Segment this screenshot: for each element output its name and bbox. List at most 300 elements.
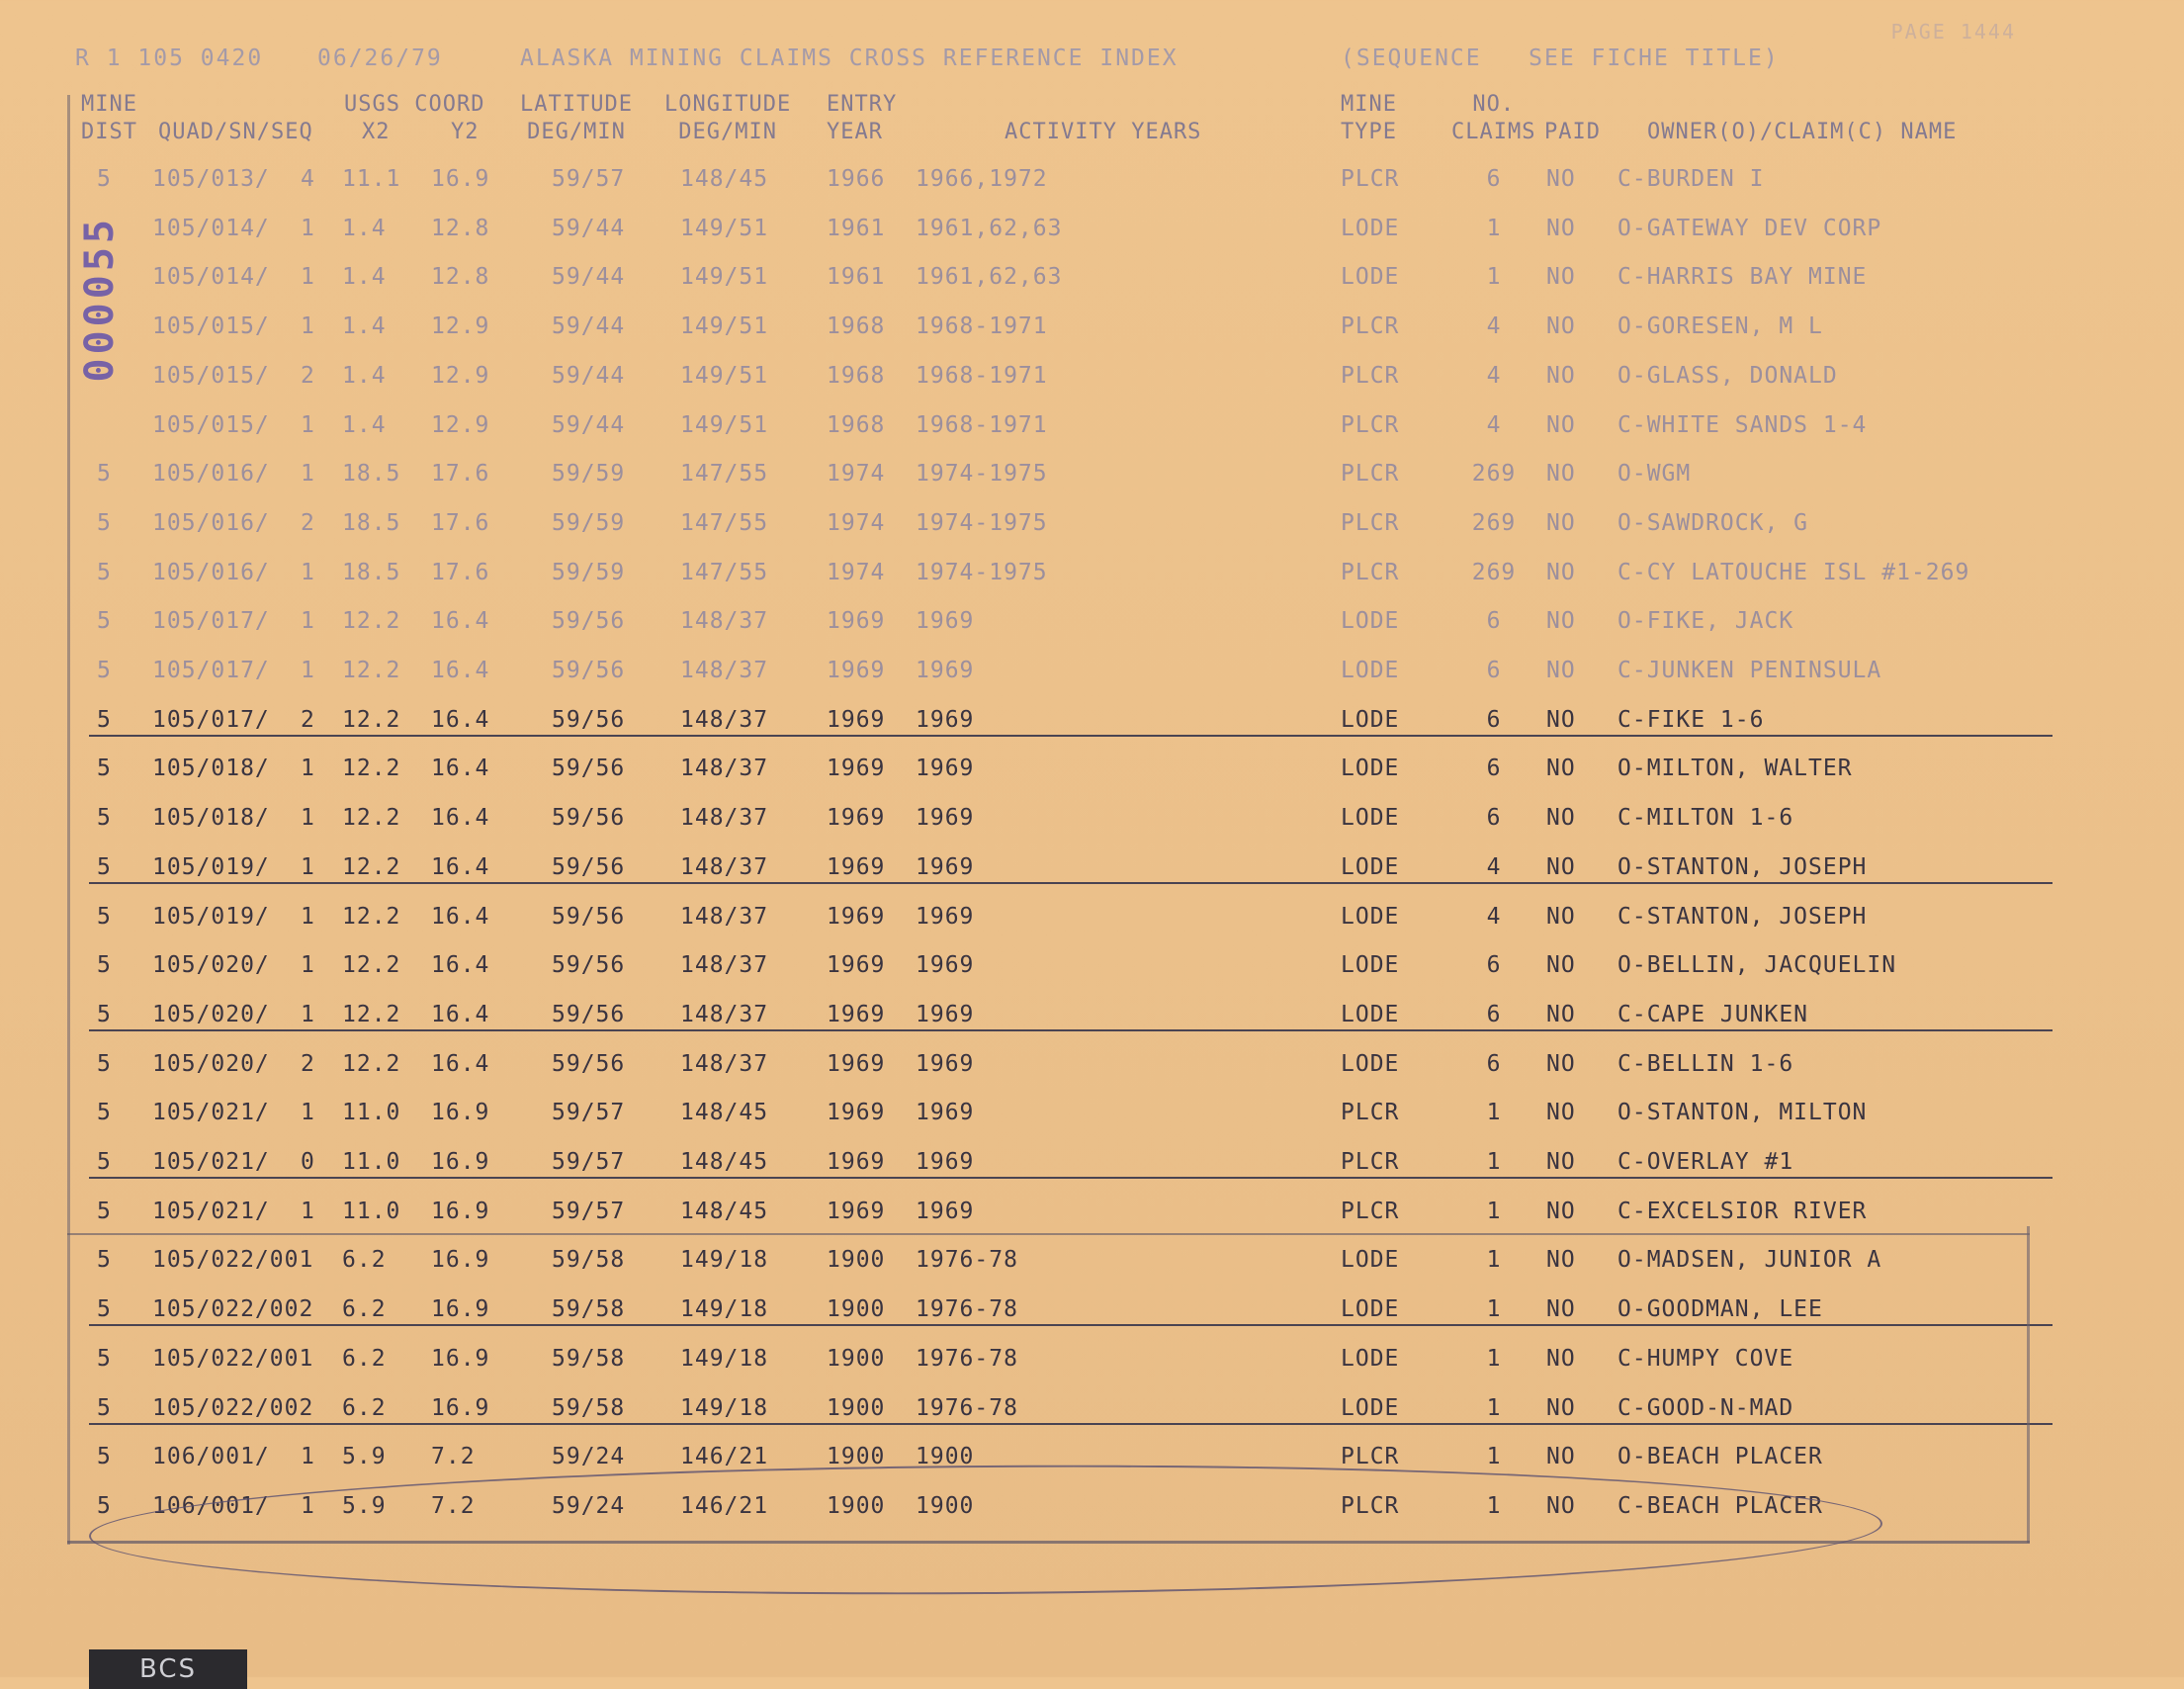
row-y2: 16.4 — [431, 805, 490, 831]
row-dist: 5 — [97, 560, 112, 585]
row-no-claims: 1 — [1486, 1100, 1502, 1125]
row-no-claims: 4 — [1486, 313, 1502, 339]
table-row — [75, 648, 2053, 697]
row-paid: NO — [1546, 1199, 1576, 1224]
frame-right-line — [2027, 1226, 2030, 1543]
row-owner-claim-name: C-HUMPY COVE — [1617, 1346, 1794, 1372]
row-owner-claim-name: C-BELLIN 1-6 — [1617, 1051, 1794, 1077]
row-entry-year: 1969 — [827, 1149, 886, 1175]
row-mine-type: LODE — [1341, 1247, 1400, 1273]
row-owner-claim-name: C-WHITE SANDS 1-4 — [1617, 412, 1868, 438]
row-x2: 18.5 — [342, 510, 401, 536]
row-y2: 16.9 — [431, 166, 490, 192]
row-latitude: 59/56 — [552, 707, 626, 733]
row-entry-year: 1969 — [827, 608, 886, 634]
row-no-claims: 1 — [1486, 1444, 1502, 1469]
row-x2: 12.2 — [342, 658, 401, 683]
row-activity-years: 1969 — [916, 952, 975, 978]
row-owner-claim-name: O-STANTON, MILTON — [1617, 1100, 1868, 1125]
row-seq: 1 — [301, 1444, 315, 1469]
row-longitude: 149/51 — [680, 216, 769, 241]
row-y2: 16.9 — [431, 1296, 490, 1322]
table-row — [75, 894, 2053, 943]
row-owner-claim-name: O-WGM — [1617, 461, 1692, 487]
row-owner-claim-name: O-MILTON, WALTER — [1617, 756, 1853, 781]
row-activity-years: 1969 — [916, 1199, 975, 1224]
row-entry-year: 1900 — [827, 1247, 886, 1273]
row-longitude: 149/51 — [680, 363, 769, 389]
row-dist: 5 — [97, 1395, 112, 1421]
row-no-claims: 1 — [1486, 264, 1502, 290]
row-longitude: 148/45 — [680, 1149, 769, 1175]
row-quad: 105/020/ — [152, 1051, 270, 1077]
row-no-claims: 6 — [1486, 805, 1502, 831]
row-y2: 16.4 — [431, 756, 490, 781]
row-owner-claim-name: C-OVERLAY #1 — [1617, 1149, 1794, 1175]
row-entry-year: 1969 — [827, 707, 886, 733]
row-activity-years: 1969 — [916, 1051, 975, 1077]
row-no-claims: 4 — [1486, 904, 1502, 930]
row-quad: 105/021/ — [152, 1100, 270, 1125]
row-quad: 106/001/ — [152, 1444, 270, 1469]
row-y2: 17.6 — [431, 461, 490, 487]
row-activity-years: 1976-78 — [916, 1247, 1018, 1273]
row-dist: 5 — [97, 1149, 112, 1175]
row-seq: 1 — [301, 264, 315, 290]
table-row — [75, 992, 2053, 1041]
row-seq: 1 — [301, 1100, 315, 1125]
row-dist: 5 — [97, 1002, 112, 1027]
row-quad: 105/015/ — [152, 363, 270, 389]
col-mine-dist: MINE DIST — [81, 92, 137, 144]
row-mine-type: PLCR — [1341, 510, 1400, 536]
col-longitude: LONGITUDE DEG/MIN — [664, 92, 792, 144]
row-latitude: 59/57 — [552, 1199, 626, 1224]
table-row — [75, 1189, 2053, 1238]
row-seq: 1 — [301, 216, 315, 241]
row-longitude: 147/55 — [680, 461, 769, 487]
row-longitude: 148/37 — [680, 1002, 769, 1027]
row-quad: 105/015/ — [152, 313, 270, 339]
row-entry-year: 1969 — [827, 854, 886, 880]
row-quad: 105/016/ — [152, 560, 270, 585]
row-paid: NO — [1546, 952, 1576, 978]
row-dist: 5 — [97, 1493, 112, 1519]
table-row — [75, 156, 2053, 206]
row-latitude: 59/56 — [552, 952, 626, 978]
row-mine-type: PLCR — [1341, 1493, 1400, 1519]
row-owner-claim-name: O-GATEWAY DEV CORP — [1617, 216, 1882, 241]
row-owner-claim-name: C-STANTON, JOSEPH — [1617, 904, 1868, 930]
row-quad: 105/019/ — [152, 904, 270, 930]
row-entry-year: 1968 — [827, 313, 886, 339]
row-activity-years: 1966,1972 — [916, 166, 1048, 192]
row-dist: 5 — [97, 510, 112, 536]
row-activity-years: 1969 — [916, 854, 975, 880]
row-mine-type: PLCR — [1341, 1100, 1400, 1125]
row-y2: 16.4 — [431, 1051, 490, 1077]
row-x2: 1.4 — [342, 216, 387, 241]
row-paid: NO — [1546, 707, 1576, 733]
row-x2: 12.2 — [342, 756, 401, 781]
row-x2: 12.2 — [342, 1051, 401, 1077]
row-longitude: 148/37 — [680, 805, 769, 831]
row-longitude: 147/55 — [680, 560, 769, 585]
row-dist: 5 — [97, 461, 112, 487]
row-longitude: 146/21 — [680, 1444, 769, 1469]
row-latitude: 59/56 — [552, 1051, 626, 1077]
row-y2: 7.2 — [431, 1493, 476, 1519]
row-longitude: 149/18 — [680, 1395, 769, 1421]
frame-left-line — [67, 95, 70, 1545]
row-latitude: 59/59 — [552, 510, 626, 536]
row-paid: NO — [1546, 1444, 1576, 1469]
row-y2: 12.9 — [431, 313, 490, 339]
row-entry-year: 1961 — [827, 264, 886, 290]
row-owner-claim-name: C-JUNKEN PENINSULA — [1617, 658, 1882, 683]
row-x2: 12.2 — [342, 854, 401, 880]
row-paid: NO — [1546, 805, 1576, 831]
table-row — [75, 206, 2053, 255]
row-longitude: 148/37 — [680, 854, 769, 880]
row-latitude: 59/58 — [552, 1247, 626, 1273]
row-quad: 105/021/ — [152, 1199, 270, 1224]
row-seq: 1 — [301, 1002, 315, 1027]
row-paid: NO — [1546, 854, 1576, 880]
row-mine-type: LODE — [1341, 707, 1400, 733]
column-headers — [75, 91, 2053, 150]
row-paid: NO — [1546, 1051, 1576, 1077]
row-x2: 12.2 — [342, 608, 401, 634]
row-paid: NO — [1546, 904, 1576, 930]
row-x2: 5.9 — [342, 1444, 387, 1469]
row-y2: 16.4 — [431, 707, 490, 733]
row-x2: 11.0 — [342, 1149, 401, 1175]
row-activity-years: 1969 — [916, 756, 975, 781]
row-latitude: 59/56 — [552, 805, 626, 831]
row-activity-years: 1969 — [916, 707, 975, 733]
row-longitude: 148/37 — [680, 608, 769, 634]
table-row — [75, 942, 2053, 992]
col-y2: Y2 — [451, 120, 480, 144]
row-no-claims: 269 — [1471, 461, 1517, 487]
row-no-claims: 1 — [1486, 1247, 1502, 1273]
row-paid: NO — [1546, 166, 1576, 192]
row-paid: NO — [1546, 756, 1576, 781]
table-row — [75, 844, 2053, 894]
row-activity-years: 1968-1971 — [916, 313, 1048, 339]
row-no-claims: 269 — [1471, 560, 1517, 585]
row-mine-type: PLCR — [1341, 560, 1400, 585]
row-seq: 1 — [301, 412, 315, 438]
row-entry-year: 1974 — [827, 510, 886, 536]
row-x2: 6.2 — [342, 1247, 387, 1273]
row-x2: 11.0 — [342, 1199, 401, 1224]
row-seq: 2 — [301, 363, 315, 389]
row-quad: 105/017/ — [152, 658, 270, 683]
row-y2: 16.9 — [431, 1149, 490, 1175]
row-quad: 105/020/ — [152, 952, 270, 978]
row-no-claims: 1 — [1486, 1395, 1502, 1421]
row-y2: 12.8 — [431, 264, 490, 290]
row-seq: 1 — [301, 560, 315, 585]
row-activity-years: 1974-1975 — [916, 560, 1048, 585]
row-x2: 12.2 — [342, 707, 401, 733]
footer-tab: BCS — [89, 1649, 247, 1689]
row-dist: 5 — [97, 1100, 112, 1125]
row-paid: NO — [1546, 1346, 1576, 1372]
row-quad: 105/022/002 — [152, 1395, 314, 1421]
row-latitude: 59/44 — [552, 216, 626, 241]
row-owner-claim-name: C-EXCELSIOR RIVER — [1617, 1199, 1868, 1224]
row-no-claims: 6 — [1486, 608, 1502, 634]
row-owner-claim-name: O-FIKE, JACK — [1617, 608, 1794, 634]
row-y2: 16.9 — [431, 1395, 490, 1421]
row-seq: 1 — [301, 1199, 315, 1224]
row-activity-years: 1900 — [916, 1444, 975, 1469]
row-longitude: 148/37 — [680, 1051, 769, 1077]
col-x2: X2 — [362, 120, 391, 144]
row-latitude: 59/57 — [552, 166, 626, 192]
row-y2: 16.4 — [431, 952, 490, 978]
row-longitude: 148/45 — [680, 166, 769, 192]
row-paid: NO — [1546, 658, 1576, 683]
table-row — [75, 1139, 2053, 1189]
page-number: PAGE 1444 — [1890, 20, 2016, 44]
row-owner-claim-name: C-CY LATOUCHE ISL #1-269 — [1617, 560, 1970, 585]
row-x2: 6.2 — [342, 1346, 387, 1372]
row-mine-type: LODE — [1341, 1395, 1400, 1421]
row-mine-type: LODE — [1341, 658, 1400, 683]
row-entry-year: 1969 — [827, 658, 886, 683]
row-x2: 5.9 — [342, 1493, 387, 1519]
row-dist: 5 — [97, 952, 112, 978]
row-activity-years: 1969 — [916, 1149, 975, 1175]
row-dist: 5 — [97, 658, 112, 683]
row-seq: 1 — [301, 756, 315, 781]
row-quad: 105/022/001 — [152, 1346, 314, 1372]
row-no-claims: 4 — [1486, 854, 1502, 880]
row-latitude: 59/44 — [552, 264, 626, 290]
row-no-claims: 4 — [1486, 412, 1502, 438]
row-latitude: 59/59 — [552, 461, 626, 487]
row-activity-years: 1976-78 — [916, 1395, 1018, 1421]
row-paid: NO — [1546, 216, 1576, 241]
row-owner-claim-name: O-BELLIN, JACQUELIN — [1617, 952, 1897, 978]
row-x2: 12.2 — [342, 904, 401, 930]
row-paid: NO — [1546, 608, 1576, 634]
row-quad: 105/020/ — [152, 1002, 270, 1027]
row-latitude: 59/24 — [552, 1493, 626, 1519]
row-seq: 1 — [301, 854, 315, 880]
row-longitude: 148/45 — [680, 1100, 769, 1125]
row-owner-claim-name: O-BEACH PLACER — [1617, 1444, 1823, 1469]
row-entry-year: 1969 — [827, 1100, 886, 1125]
row-owner-claim-name: C-MILTON 1-6 — [1617, 805, 1794, 831]
fiche-stamp-text: 000055 — [77, 216, 123, 383]
row-seq: 2 — [301, 1051, 315, 1077]
row-owner-claim-name: O-GLASS, DONALD — [1617, 363, 1838, 389]
row-entry-year: 1969 — [827, 1199, 886, 1224]
col-activity-years: ACTIVITY YEARS — [1005, 120, 1202, 144]
row-owner-claim-name: O-GOODMAN, LEE — [1617, 1296, 1823, 1322]
report-title: ALASKA MINING CLAIMS CROSS REFERENCE INDEX — [520, 45, 1179, 71]
row-latitude: 59/57 — [552, 1100, 626, 1125]
row-longitude: 149/18 — [680, 1247, 769, 1273]
row-x2: 1.4 — [342, 313, 387, 339]
row-quad: 105/022/002 — [152, 1296, 314, 1322]
row-y2: 16.9 — [431, 1199, 490, 1224]
row-y2: 7.2 — [431, 1444, 476, 1469]
col-usgs-coord: USGS COORD — [344, 92, 485, 117]
row-entry-year: 1968 — [827, 363, 886, 389]
row-mine-type: PLCR — [1341, 1149, 1400, 1175]
row-paid: NO — [1546, 313, 1576, 339]
row-mine-type: PLCR — [1341, 461, 1400, 487]
row-paid: NO — [1546, 560, 1576, 585]
table-row — [75, 402, 2053, 452]
row-y2: 16.4 — [431, 854, 490, 880]
row-x2: 12.2 — [342, 1002, 401, 1027]
row-y2: 16.9 — [431, 1247, 490, 1273]
row-quad: 105/016/ — [152, 461, 270, 487]
row-no-claims: 6 — [1486, 952, 1502, 978]
row-owner-claim-name: O-GORESEN, M L — [1617, 313, 1823, 339]
row-x2: 18.5 — [342, 560, 401, 585]
row-paid: NO — [1546, 1100, 1576, 1125]
row-y2: 16.9 — [431, 1100, 490, 1125]
row-no-claims: 4 — [1486, 363, 1502, 389]
row-longitude: 148/37 — [680, 658, 769, 683]
row-no-claims: 1 — [1486, 216, 1502, 241]
row-owner-claim-name: C-BEACH PLACER — [1617, 1493, 1823, 1519]
row-owner-claim-name: O-SAWDROCK, G — [1617, 510, 1809, 536]
row-activity-years: 1961,62,63 — [916, 216, 1063, 241]
row-latitude: 59/56 — [552, 658, 626, 683]
row-seq: 1 — [301, 805, 315, 831]
row-dist: 5 — [97, 608, 112, 634]
row-seq: 2 — [301, 510, 315, 536]
row-y2: 12.9 — [431, 412, 490, 438]
row-y2: 16.4 — [431, 904, 490, 930]
row-activity-years: 1969 — [916, 608, 975, 634]
row-quad: 105/018/ — [152, 756, 270, 781]
table-row — [75, 1237, 2053, 1287]
row-x2: 6.2 — [342, 1395, 387, 1421]
row-mine-type: PLCR — [1341, 166, 1400, 192]
row-latitude: 59/58 — [552, 1395, 626, 1421]
row-longitude: 149/18 — [680, 1296, 769, 1322]
col-paid: PAID — [1544, 120, 1601, 144]
col-owner-claim-name: OWNER(O)/CLAIM(C) NAME — [1647, 120, 1958, 144]
row-y2: 12.8 — [431, 216, 490, 241]
table-row — [75, 746, 2053, 795]
row-x2: 1.4 — [342, 363, 387, 389]
row-longitude: 148/45 — [680, 1199, 769, 1224]
row-entry-year: 1900 — [827, 1346, 886, 1372]
row-quad: 105/018/ — [152, 805, 270, 831]
row-activity-years: 1968-1971 — [916, 412, 1048, 438]
row-latitude: 59/58 — [552, 1296, 626, 1322]
table-row — [75, 795, 2053, 844]
row-latitude: 59/56 — [552, 756, 626, 781]
row-paid: NO — [1546, 1002, 1576, 1027]
row-y2: 16.4 — [431, 1002, 490, 1027]
row-mine-type: LODE — [1341, 805, 1400, 831]
row-mine-type: LODE — [1341, 1346, 1400, 1372]
row-dist: 5 — [97, 1296, 112, 1322]
row-no-claims: 1 — [1486, 1296, 1502, 1322]
row-entry-year: 1969 — [827, 952, 886, 978]
row-paid: NO — [1546, 510, 1576, 536]
row-activity-years: 1900 — [916, 1493, 975, 1519]
row-latitude: 59/56 — [552, 608, 626, 634]
row-paid: NO — [1546, 1247, 1576, 1273]
table-row — [75, 1336, 2053, 1385]
row-x2: 6.2 — [342, 1296, 387, 1322]
row-longitude: 149/51 — [680, 412, 769, 438]
row-paid: NO — [1546, 412, 1576, 438]
table-row — [75, 1287, 2053, 1336]
row-x2: 12.2 — [342, 805, 401, 831]
row-latitude: 59/24 — [552, 1444, 626, 1469]
run-id: R 1 105 0420 — [75, 45, 264, 71]
row-latitude: 59/44 — [552, 363, 626, 389]
row-latitude: 59/56 — [552, 854, 626, 880]
row-mine-type: LODE — [1341, 1051, 1400, 1077]
row-dist: 5 — [97, 805, 112, 831]
table-row — [75, 1090, 2053, 1139]
row-owner-claim-name: C-CAPE JUNKEN — [1617, 1002, 1809, 1027]
table-row — [75, 254, 2053, 304]
row-no-claims: 1 — [1486, 1346, 1502, 1372]
row-entry-year: 1961 — [827, 216, 886, 241]
row-x2: 12.2 — [342, 952, 401, 978]
row-dist: 5 — [97, 1346, 112, 1372]
table-row — [75, 353, 2053, 402]
row-quad: 105/019/ — [152, 854, 270, 880]
row-paid: NO — [1546, 461, 1576, 487]
row-seq: 4 — [301, 166, 315, 192]
row-latitude: 59/56 — [552, 904, 626, 930]
row-mine-type: PLCR — [1341, 1444, 1400, 1469]
row-seq: 1 — [301, 904, 315, 930]
row-activity-years: 1969 — [916, 658, 975, 683]
row-no-claims: 269 — [1471, 510, 1517, 536]
box-top-line — [67, 1233, 2030, 1235]
row-longitude: 148/37 — [680, 707, 769, 733]
row-dist: 5 — [97, 756, 112, 781]
row-quad: 105/014/ — [152, 216, 270, 241]
row-quad: 105/013/ — [152, 166, 270, 192]
row-longitude: 148/37 — [680, 904, 769, 930]
row-y2: 12.9 — [431, 363, 490, 389]
row-longitude: 149/51 — [680, 313, 769, 339]
row-owner-claim-name: C-HARRIS BAY MINE — [1617, 264, 1868, 290]
row-seq: 2 — [301, 707, 315, 733]
row-mine-type: LODE — [1341, 264, 1400, 290]
row-y2: 17.6 — [431, 510, 490, 536]
row-entry-year: 1900 — [827, 1395, 886, 1421]
row-quad: 105/022/001 — [152, 1247, 314, 1273]
row-dist: 5 — [97, 1247, 112, 1273]
row-x2: 18.5 — [342, 461, 401, 487]
row-activity-years: 1969 — [916, 1002, 975, 1027]
row-dist: 5 — [97, 707, 112, 733]
row-longitude: 149/51 — [680, 264, 769, 290]
row-latitude: 59/58 — [552, 1346, 626, 1372]
row-activity-years: 1974-1975 — [916, 461, 1048, 487]
